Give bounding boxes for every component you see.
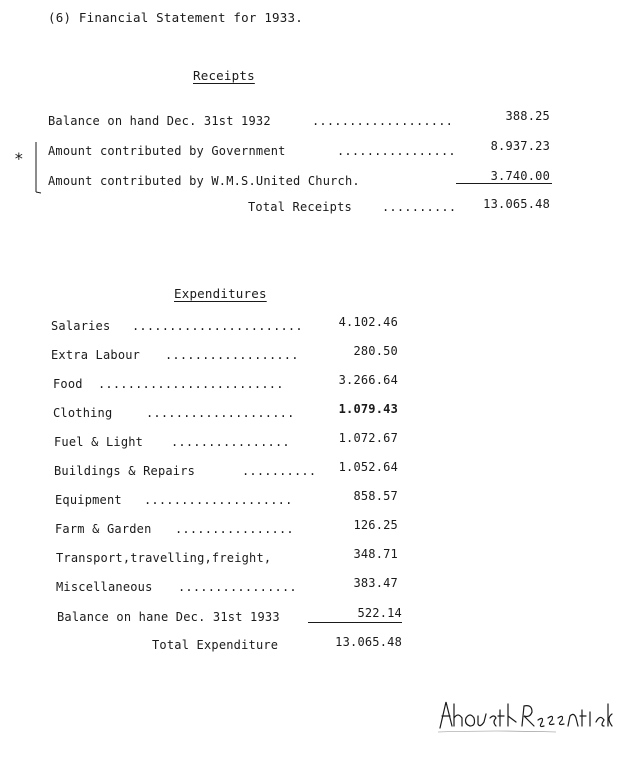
margin-asterisk: * xyxy=(14,149,24,168)
receipt-row-amount: 8.937.23 xyxy=(490,139,550,153)
receipts-sum-rule xyxy=(456,183,552,184)
receipts-total-label: Total Receipts xyxy=(248,200,352,214)
expense-row-amount: 858.57 xyxy=(353,489,398,503)
receipt-row-leader: ................... xyxy=(312,114,454,128)
expense-row-leader: ................ xyxy=(175,522,294,536)
receipts-total-amount: 13.065.48 xyxy=(483,197,550,211)
expense-row-label: Farm & Garden xyxy=(55,522,152,536)
expense-row-amount: 522.14 xyxy=(357,606,402,620)
expense-row-label: Balance on hane Dec. 31st 1933 xyxy=(57,610,280,624)
expense-row-leader: ................ xyxy=(171,435,290,449)
expenditures-total-amount: 13.065.48 xyxy=(335,635,402,649)
expense-row-label: Buildings & Repairs xyxy=(54,464,196,478)
expense-row-amount: 280.50 xyxy=(353,344,398,358)
expense-row-leader: .................... xyxy=(144,493,293,507)
receipt-row-leader: ................ xyxy=(337,144,456,158)
expense-row-leader: ....................... xyxy=(132,319,303,333)
expense-row-label: Miscellaneous xyxy=(56,580,153,594)
expense-row-amount: 4.102.46 xyxy=(338,315,398,329)
expense-row-label: Fuel & Light xyxy=(54,435,144,449)
margin-bracket-mark xyxy=(14,138,44,198)
expense-row-amount: 1.052.64 xyxy=(338,460,398,474)
expense-row-label: Salaries xyxy=(51,319,111,333)
expenditures-heading: Expenditures xyxy=(174,286,267,301)
expense-row-leader: ......................... xyxy=(98,377,284,391)
receipt-row-label: Amount contributed by Government xyxy=(48,144,286,158)
expense-row-leader: .................. xyxy=(165,348,299,362)
expense-row-label: Clothing xyxy=(53,406,113,420)
receipt-row-label: Balance on hand Dec. 31st 1932 xyxy=(48,114,271,128)
expense-row-leader: .................... xyxy=(146,406,295,420)
receipt-row-amount: 388.25 xyxy=(505,109,550,123)
receipts-total-leader: .......... xyxy=(382,200,457,214)
expense-row-amount: 126.25 xyxy=(353,518,398,532)
expense-row-leader: ................ xyxy=(178,580,297,594)
expense-row-label: Food xyxy=(53,377,83,391)
receipts-heading: Receipts xyxy=(193,68,255,83)
expense-row-amount: 383.47 xyxy=(353,576,398,590)
handwritten-signature xyxy=(436,696,616,736)
expense-row-label: Transport,travelling,freight, xyxy=(56,551,272,565)
expense-row-amount: 3.266.64 xyxy=(338,373,398,387)
expense-row-amount: 1.072.67 xyxy=(338,431,398,445)
expenditures-total-label: Total Expenditure xyxy=(152,638,279,652)
receipt-row-label: Amount contributed by W.M.S.United Church. xyxy=(48,174,360,188)
receipt-row-amount: 3.740.00 xyxy=(490,169,550,183)
expense-row-amount: 1.079.43 xyxy=(338,402,398,416)
page-title: (6) Financial Statement for 1933. xyxy=(48,10,303,25)
expense-row-amount: 348.71 xyxy=(353,547,398,561)
expense-row-label: Extra Labour xyxy=(51,348,141,362)
expense-row-label: Equipment xyxy=(55,493,122,507)
expenditures-sum-rule xyxy=(308,622,402,623)
expense-row-leader: .......... xyxy=(242,464,317,478)
